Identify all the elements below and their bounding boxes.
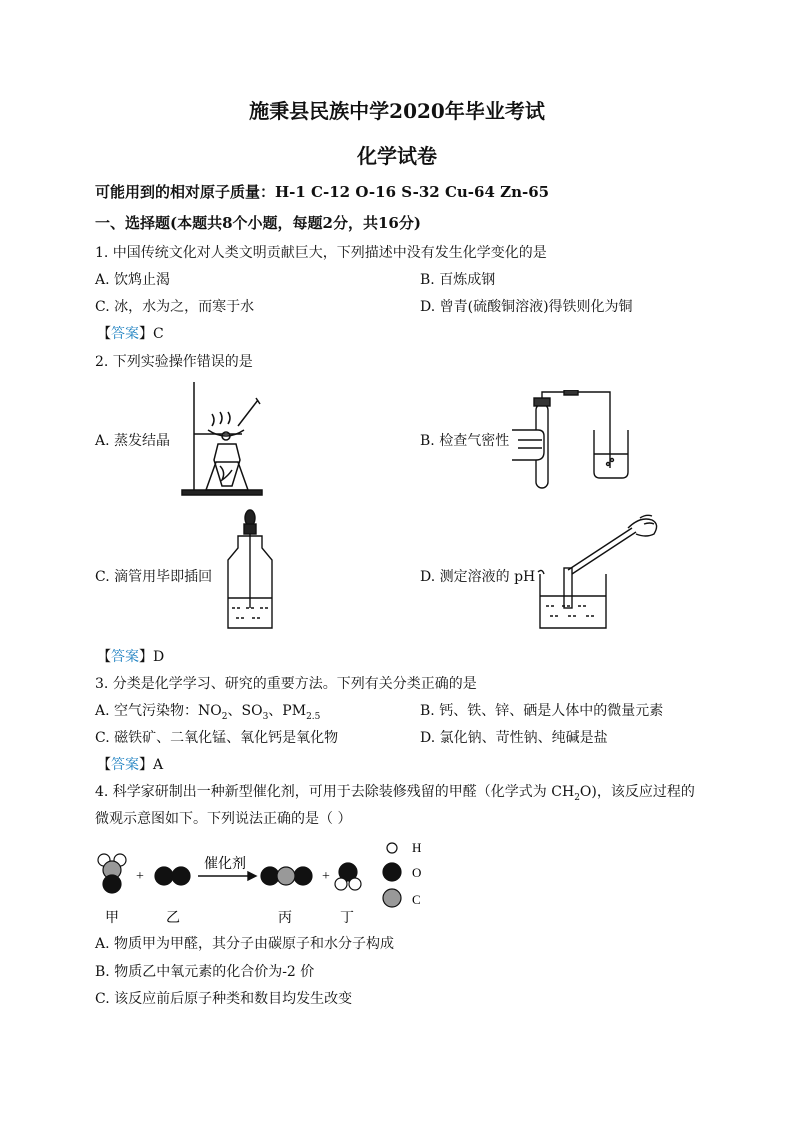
legend-c-atom (383, 889, 401, 907)
molecule-bing (261, 867, 312, 885)
molecule-jia (98, 854, 126, 893)
q2-option-b: B. 检查气密性 (420, 433, 510, 449)
q3-option-b: B. 钙、铁、锌、硒是人体中的微量元素 (420, 703, 664, 719)
q3-option-a: A. 空气污染物：$NO_2$、$SO_3$、$PM_{2.5}$ (95, 703, 321, 722)
label-yi: 乙 (166, 911, 180, 926)
q1-option-b: B. 百炼成钢 (420, 272, 496, 288)
q2-stem: 2. 下列实验操作错误的是 (95, 354, 253, 370)
catalyst-label: 催化剂 (204, 857, 246, 872)
label-jia: 甲 (105, 911, 119, 926)
atomic-masses-line: 可能用到的相对原子质量：H-1 C-12 O-16 S-32 Cu-64 Zn-65 (95, 183, 550, 201)
q3-option-d: D. 氯化钠、苛性钠、纯碱是盐 (420, 730, 608, 746)
q3-option-c: C. 磁铁矿、二氧化锰、氧化钙是氧化物 (95, 730, 339, 746)
dropper-bottle-figure (222, 508, 278, 632)
q3-stem: 3. 分类是化学学习、研究的重要方法。下列有关分类正确的是 (95, 676, 477, 692)
q2-answer: 【答案】D (97, 649, 165, 665)
legend-c-label: C (412, 892, 421, 907)
q1-option-d: D. 曾青(硫酸铜溶液)得铁则化为铜 (420, 299, 633, 315)
q2-option-c: C. 滴管用毕即插回 (95, 569, 213, 585)
label-ding: 丁 (340, 911, 354, 926)
legend-h-label: H (412, 840, 422, 855)
legend-o-atom (383, 863, 401, 881)
molecule-ding (335, 863, 361, 890)
label-bing: 丙 (278, 911, 292, 926)
q1-option-a: A. 饮鸩止渴 (95, 272, 171, 288)
plus-sign-1: + (136, 869, 144, 884)
airtightness-check-figure (508, 390, 638, 490)
q1-option-c: C. 冰，水为之，而寒于水 (95, 299, 255, 315)
legend-o-label: O (412, 865, 422, 880)
molecule-yi (155, 867, 190, 885)
q1-answer: 【答案】C (97, 326, 164, 342)
ph-measurement-figure (536, 508, 664, 634)
q4-option-c: C. 该反应前后原子种类和数目均发生改变 (95, 991, 353, 1007)
page-title: 施秉县民族中学2020年毕业考试 (249, 99, 545, 123)
legend-h-atom (387, 843, 397, 853)
page-subtitle: 化学试卷 (357, 144, 437, 168)
q2-option-d: D. 测定溶液的 pH (420, 569, 536, 585)
plus-sign-2: + (322, 869, 330, 884)
q3-answer: 【答案】A (97, 757, 164, 773)
atom-legend (383, 843, 401, 907)
q4-option-b: B. 物质乙中氧元素的化合价为-2 价 (95, 964, 315, 980)
q4-option-a: A. 物质甲为甲醛，其分子由碳原子和水分子构成 (95, 936, 395, 952)
reaction-arrow (198, 872, 256, 880)
q4-stem-line2: 微观示意图如下。下列说法正确的是（ ） (95, 811, 352, 827)
q1-stem: 1. 中国传统文化对人类文明贡献巨大，下列描述中没有发生化学变化的是 (95, 245, 547, 261)
evaporation-apparatus-figure (180, 378, 270, 498)
reaction-diagram (90, 838, 450, 928)
section-heading: 一、选择题(本题共8个小题，每题2分，共16分) (95, 214, 421, 232)
q2-option-a: A. 蒸发结晶 (95, 433, 171, 449)
q4-stem-line1: 4. 科学家研制出一种新型催化剂，可用于去除装修残留的甲醛（化学式为 $CH_2O$)，该反应过程的 (95, 784, 695, 803)
